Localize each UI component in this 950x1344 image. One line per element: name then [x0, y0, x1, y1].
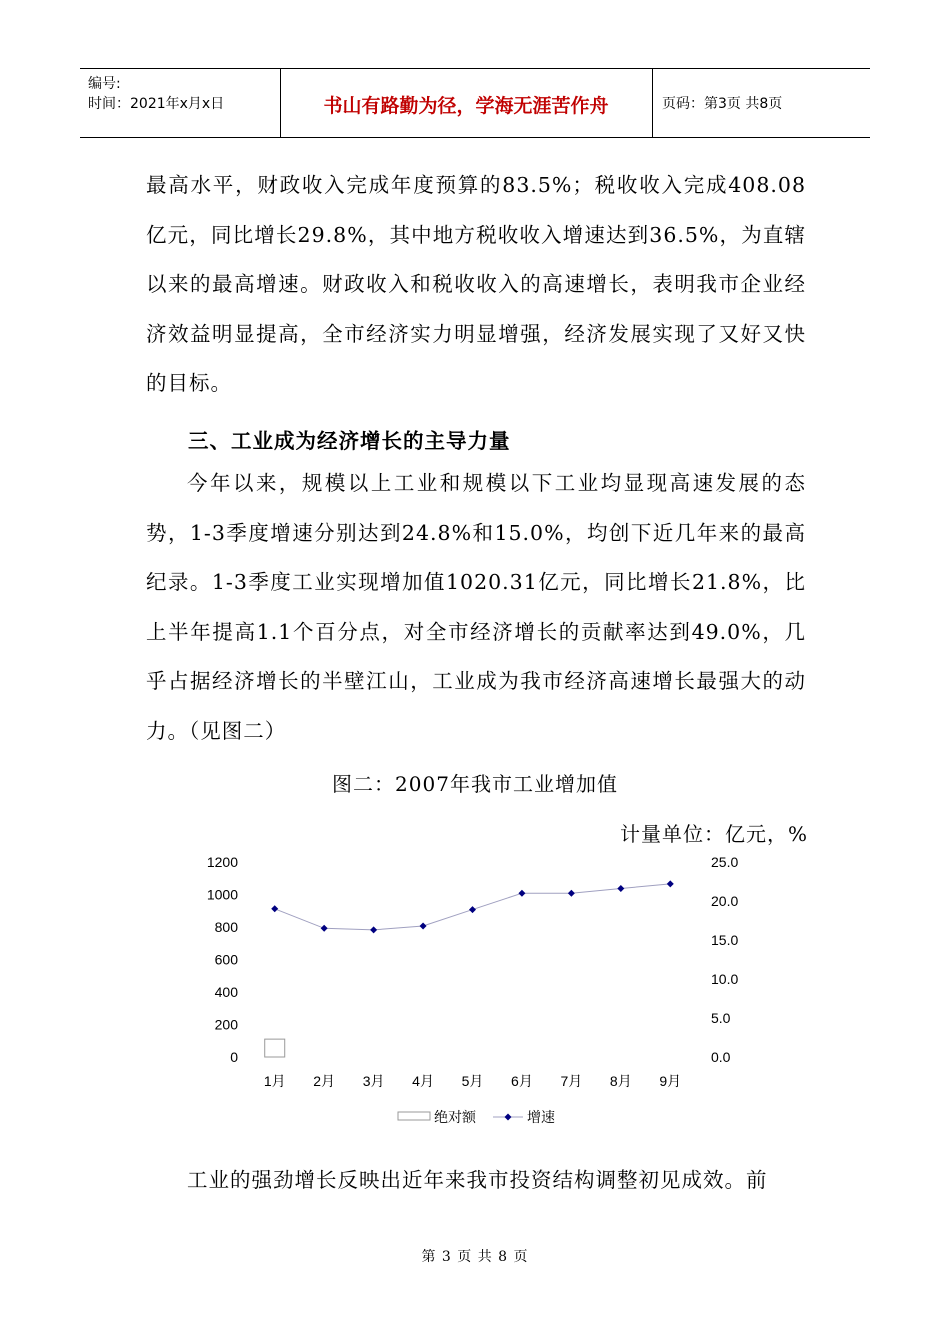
month-tick-label: 6月 — [511, 1073, 533, 1089]
header-motto-cell — [280, 69, 653, 137]
month-tick-label: 3月 — [362, 1073, 385, 1089]
month-tick-label: 4月 — [412, 1073, 434, 1089]
header-page-cell — [652, 69, 870, 137]
left-axis-tick: 600 — [214, 951, 238, 968]
left-axis-tick: 1000 — [206, 886, 238, 903]
right-axis-tick: 10.0 — [711, 971, 739, 987]
chart-legend — [398, 1109, 555, 1125]
header-info-cell — [80, 69, 281, 137]
growth-rate-point — [271, 905, 278, 912]
document-number-label: 编号: — [88, 76, 121, 92]
growth-rate-point — [370, 926, 377, 933]
month-tick-label: 1月 — [263, 1073, 286, 1089]
header-motto: 书山有路勤为径，学海无涯苦作舟 — [323, 95, 609, 117]
page-footer: 第 3 页 共 8 页 — [421, 1249, 529, 1265]
growth-rate-point — [321, 925, 328, 932]
growth-rate-line — [271, 880, 674, 933]
month-tick-label: 7月 — [560, 1073, 583, 1089]
left-axis-tick: 200 — [214, 1016, 238, 1033]
right-axis-tick: 5.0 — [711, 1010, 731, 1026]
month-tick-label: 5月 — [461, 1073, 484, 1089]
month-axis-labels — [264, 1073, 681, 1089]
month-tick-label: 2月 — [313, 1073, 336, 1089]
growth-rate-point — [469, 906, 476, 913]
paragraph-industry-growth: 今年以来，规模以上工业和规模以下工业均显现高速发展的态势，1-3季度增速分别达到24.8%和15.0%，均创下近几年来的最高纪录。1-3季度工业实现增加值1020.31亿元，同比增长21.8%，比上半年提高1.1个百分点，对全市经济增长的贡献率达到49.0%，几乎占据经济增长的半壁江山，工业成为我市经济高速增长最强大的动力。（见图二） — [146, 471, 806, 743]
right-axis-tick: 20.0 — [711, 893, 739, 909]
left-axis-tick: 1200 — [206, 854, 238, 870]
left-axis-tick: 0 — [230, 1049, 238, 1065]
left-axis-tick: 400 — [214, 984, 238, 1000]
growth-rate-point — [667, 880, 674, 887]
left-axis-labels — [207, 854, 238, 1065]
right-axis-tick: 25.0 — [711, 854, 739, 870]
paragraph-investment-structure: 工业的强劲增长反映出近年来我市投资结构调整初见成效。前 — [187, 1168, 768, 1192]
page-header — [80, 68, 870, 138]
legend-label-absolute: 绝对额 — [434, 1109, 476, 1125]
growth-rate-point — [518, 890, 525, 897]
section-heading: 三、工业成为经济增长的主导力量 — [188, 429, 511, 453]
month-tick-label: 9月 — [659, 1073, 682, 1089]
left-axis-tick: 800 — [214, 919, 238, 935]
right-axis-labels — [711, 854, 738, 1065]
right-axis-tick: 15.0 — [711, 932, 739, 948]
legend-label-growth: 增速 — [527, 1109, 555, 1125]
legend-diamond-marker — [505, 1114, 512, 1121]
growth-rate-point — [617, 885, 624, 892]
right-axis-tick: 0.0 — [711, 1049, 731, 1065]
header-page-label: 页码：第3页 共8页 — [662, 96, 783, 112]
absolute-value-bars — [265, 1039, 285, 1057]
growth-rate-point — [420, 922, 427, 929]
legend-bar-swatch — [398, 1112, 430, 1120]
growth-rate-point — [568, 890, 575, 897]
paragraph-fiscal-revenue: 最高水平，财政收入完成年度预算的83.5%；税收收入完成408.08亿元，同比增长29.8%，其中地方税收收入增速达到36.5%，为直辖以来的最高增速。财政收入和税收收入的高速增长，表明我市企业经济效益明显提高，全市经济实力明显增强，经济发展实现了又好又快的目标。 — [146, 173, 806, 395]
figure-title: 图二：2007年我市工业增加值 — [332, 772, 618, 796]
industry-value-chart — [190, 840, 750, 1140]
absolute-value-bar — [265, 1039, 285, 1057]
document-time-label: 时间：2021年x月x日 — [88, 96, 225, 112]
month-tick-label: 8月 — [609, 1073, 632, 1089]
unit-label: 计量单位：亿元，% — [620, 822, 809, 846]
